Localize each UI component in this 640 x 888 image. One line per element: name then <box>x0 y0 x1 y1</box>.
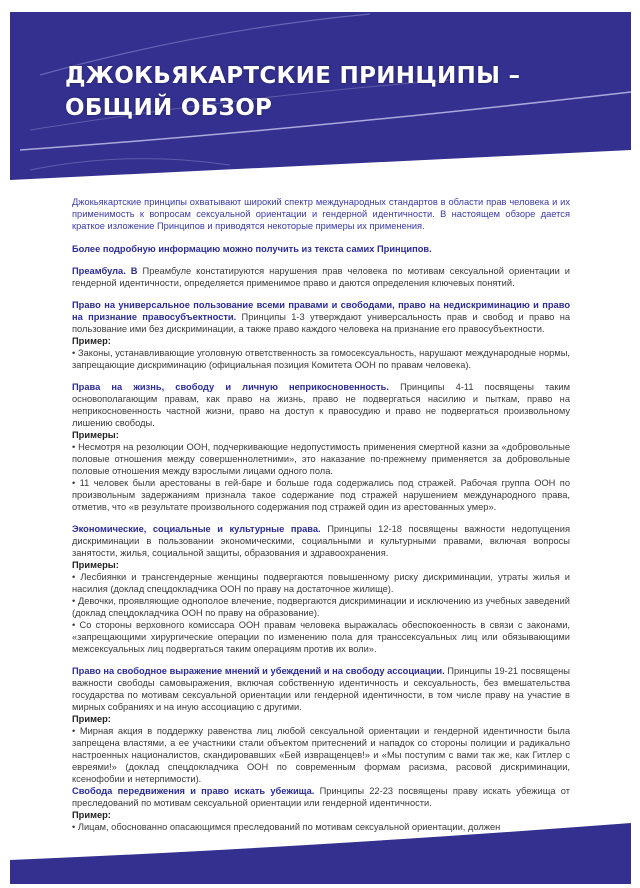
example-label: Примеры: <box>72 430 119 440</box>
title-line: ДЖОКЬЯКАРТСКИЕ ПРИНЦИПЫ – <box>65 63 521 89</box>
footer-banner <box>0 810 640 888</box>
example-item: • Девочки, проявляющие однополое влечение, подвергаются дискриминации и исключению из учебных заведений (доклад спецдокладчика ООН по праву на образование). <box>72 596 570 618</box>
document-body <box>72 196 570 833</box>
example-item: • Законы, устанавливающие уголовную ответственность за гомосексуальность, нарушают международные нормы, запрещающие дискриминацию (официальная позиция Комитета ООН по правам человека). <box>72 348 570 370</box>
example-item: • Несмотря на резолюции ООН, подчеркивающие недопустимость применения смертной казни за «добровольные половые отношения между совершеннолетними», это наказание по-прежнему применяется за добровольные половые отношения между взрослыми лицами одного пола. <box>72 442 570 476</box>
section-text: Принципы 19-21 посвящены важности свободы самовыражения, включая собственную идентичность и сексуальность, без вмешательства государства по мотивам сексуальной ориентации или гендерной идентичности, в том числе праву на участие в мирных собраниях и на иную ассоциацию с другими. <box>72 666 570 712</box>
example-item: • Мирная акция в поддержку равенства лиц любой сексуальной ориентации и гендерной идентичности была запрещена властями, а ее участники стали объектом притеснений и нападок со стороны полиции и радикально настроенных националистов, скандировавших «Бей извращенцев!» и «Мы поступим с вами так же, как Гитлер с евреями!» (доклад спецдокладчика ООН по современным формам расизма, расовой дискриминации, ксенофобии и нетерпимости). <box>72 726 570 784</box>
example-item: • Лицам, обоснованно опасающимся преследований по мотивам сексуальной ориентации, должен <box>72 822 501 832</box>
example-label: Пример: <box>72 714 111 724</box>
section-expression <box>72 665 570 785</box>
section-universal-rights <box>72 299 570 371</box>
section-heading: Право на свободное выражение мнений и убеждений и на свободу ассоциации. <box>72 666 445 676</box>
example-label: Пример: <box>72 336 111 346</box>
example-label: Примеры: <box>72 560 119 570</box>
title-line: ОБЩИЙ ОБЗОР <box>65 95 273 121</box>
section-text: Преамбуле констатируются нарушения прав человека по мотивам сексуальной ориентации и гендерной идентичности, определяется применимое право и даются определения ключевых понятий. <box>72 266 570 288</box>
section-heading: Право на универсальное пользование всеми правами и свободами, право на недискриминацию и право на признание правосубъектности. <box>72 300 570 322</box>
section-preamble <box>72 265 570 289</box>
section-heading: Преамбула. В <box>72 266 138 276</box>
more-info-note: Более подробную информацию можно получить из текста самих Принципов. <box>72 244 432 254</box>
section-heading: Свобода передвижения и право искать убежища. <box>72 786 315 796</box>
section-text: Принципы 12-18 посвящены важности недопущения дискриминации в пользовании экономическими, социальными и культурными правами, включая вопросы занятости, жилья, социальной защиты, образования и здравоохранения. <box>72 524 570 558</box>
intro-paragraph: Джокьякартские принципы охватывают широкий спектр международных стандартов в области прав человека и их применимость к вопросам сексуальной ориентации и гендерной идентичности. В настоящем обзоре дается краткое изложение Принципов и приводятся некоторые примеры их применения. <box>72 197 570 231</box>
section-heading: Экономические, социальные и культурные права. <box>72 524 321 534</box>
section-text: Принципы 1-3 утверждают универсальность прав и свобод и право на пользование ими без дискриминации, а также право каждого человека на признание его правосубъектности. <box>72 312 570 334</box>
section-text: Принципы 4-11 посвящены таким основополагающим правам, как право на жизнь, право не подвергаться насилию и пыткам, право на неприкосновенность частной жизни, право на доступ к правосудию и право не подвергаться произвольному лишению свободы. <box>72 382 570 428</box>
section-heading: Права на жизнь, свободу и личную неприкосновенность. <box>72 382 389 392</box>
footer-shape <box>10 823 631 884</box>
section-economic-rights <box>72 523 570 655</box>
section-text: Принципы 22-23 посвящены праву искать убежища от преследований по мотивам сексуальной ориентации или гендерной идентичности. <box>72 786 570 808</box>
example-item: • 11 человек были арестованы в гей-баре и больше года содержались под стражей. Рабочая группа ООН по произвольным задержаниям признала такое содержание под стражей нарушением международного права, отметив, что «в результате произвольного содержания под стражей один из арестованных умер». <box>72 478 570 512</box>
section-life-liberty <box>72 381 570 513</box>
example-label: Пример: <box>72 810 111 820</box>
page-title <box>65 60 520 124</box>
example-item: • Лесбиянки и трансгендерные женщины подвергаются повышенному риску дискриминации, утраты жилья и насилия (доклад спецдокладчика ООН по праву на достаточное жилище). <box>72 572 570 594</box>
example-item: • Со стороны верховного комиссара ООН правам человека выражалась обеспокоенность в связи с законами, «запрещающими хирургические операции по изменению пола для транссексуальных лиц или обязывающими межсексуальных лиц подвергаться таким операциям против их воли». <box>72 620 570 654</box>
